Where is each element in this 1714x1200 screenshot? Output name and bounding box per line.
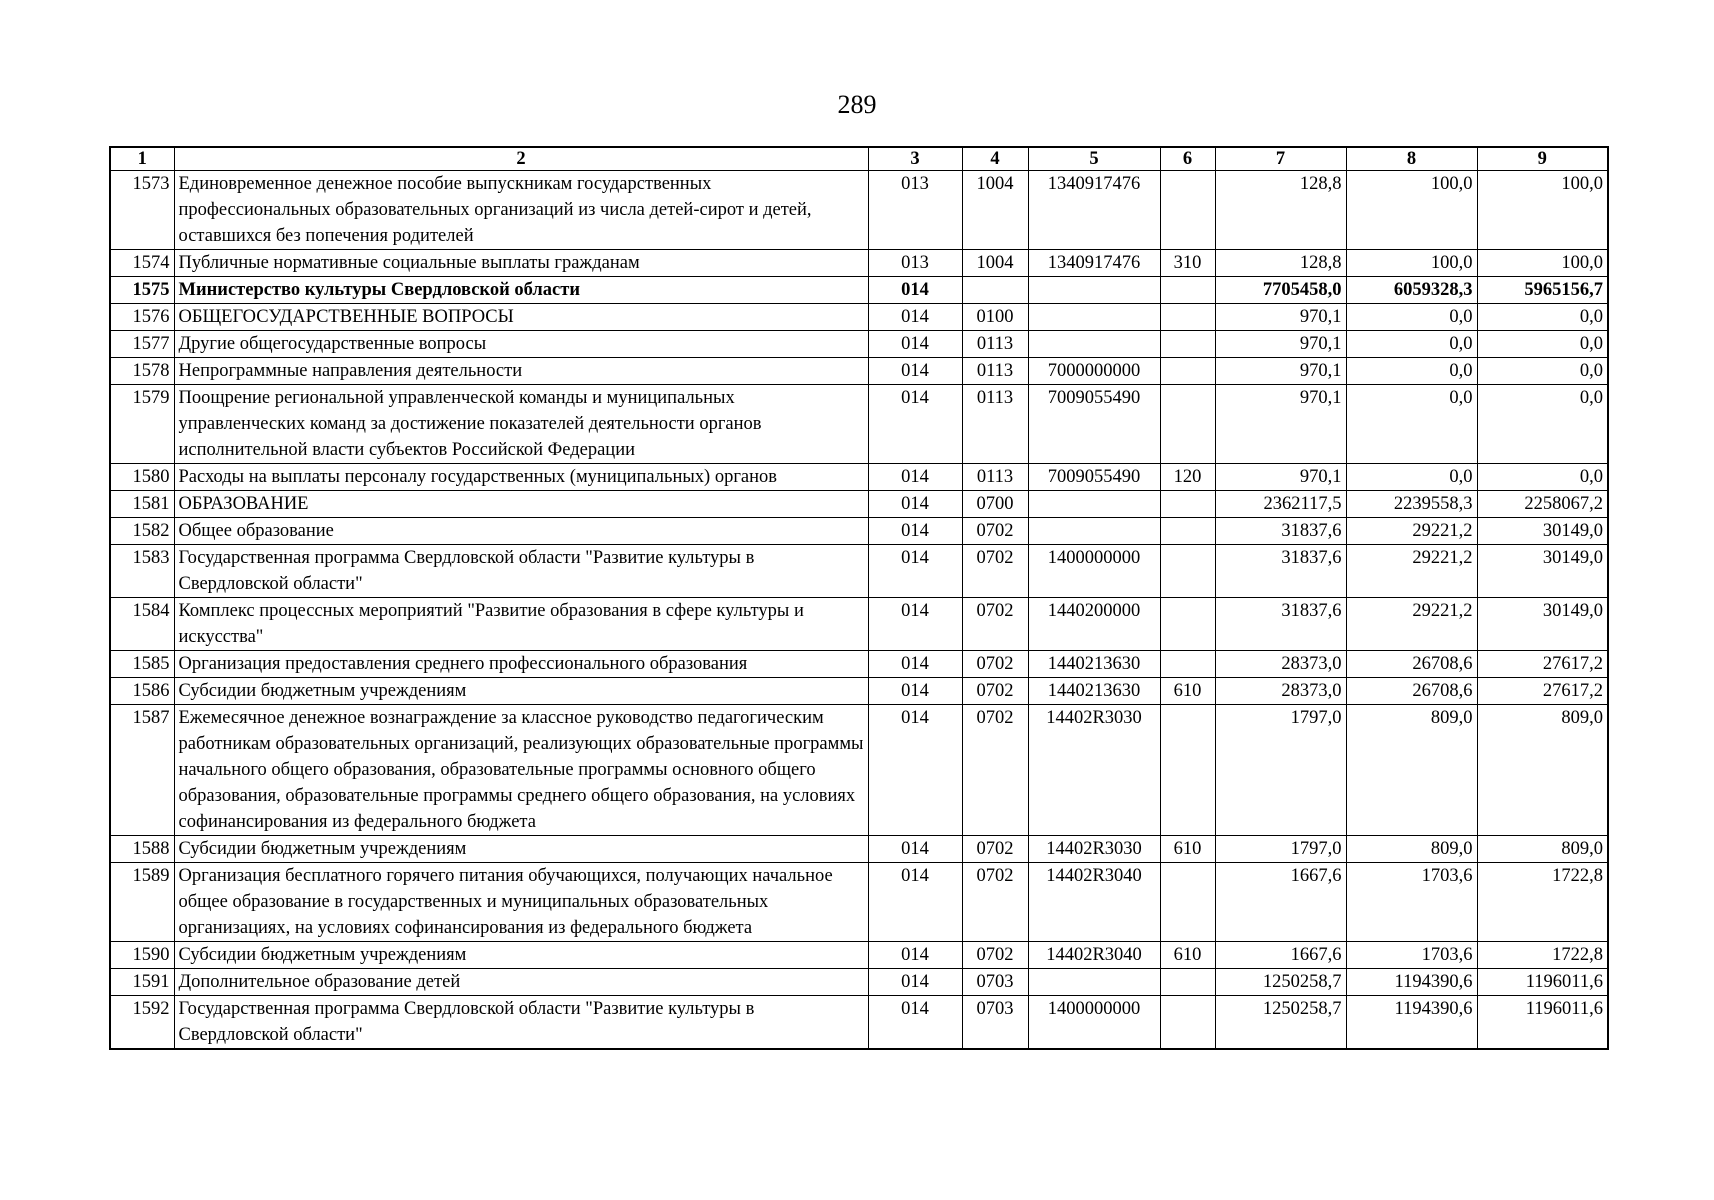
row-ministry-code: 014 <box>868 358 962 385</box>
row-value-col9: 0,0 <box>1477 385 1608 464</box>
table-row <box>110 518 1608 545</box>
table-row <box>110 969 1608 996</box>
row-target-code <box>1028 518 1160 545</box>
row-section-code: 0702 <box>962 836 1028 863</box>
row-name: Субсидии бюджетным учреждениям <box>174 942 868 969</box>
row-ministry-code: 013 <box>868 171 962 250</box>
row-value-col9: 30149,0 <box>1477 545 1608 598</box>
row-name: Министерство культуры Свердловской области <box>174 277 868 304</box>
row-value-col7: 31837,6 <box>1215 545 1346 598</box>
row-expense-type <box>1160 304 1215 331</box>
row-value-col9: 809,0 <box>1477 705 1608 836</box>
row-name: Государственная программа Свердловской области "Развитие культуры в Свердловской области" <box>174 545 868 598</box>
row-value-col8: 0,0 <box>1346 385 1477 464</box>
row-target-code: 1440200000 <box>1028 598 1160 651</box>
row-number: 1578 <box>110 358 174 385</box>
row-number: 1579 <box>110 385 174 464</box>
budget-table <box>109 146 1609 1050</box>
row-value-col7: 1797,0 <box>1215 705 1346 836</box>
row-expense-type <box>1160 171 1215 250</box>
row-value-col7: 128,8 <box>1215 250 1346 277</box>
row-expense-type <box>1160 385 1215 464</box>
table-row <box>110 464 1608 491</box>
row-target-code: 1340917476 <box>1028 250 1160 277</box>
row-target-code <box>1028 969 1160 996</box>
row-target-code <box>1028 331 1160 358</box>
row-section-code: 0702 <box>962 705 1028 836</box>
row-target-code: 14402R3040 <box>1028 942 1160 969</box>
row-name: Организация предоставления среднего профессионального образования <box>174 651 868 678</box>
row-name: Публичные нормативные социальные выплаты гражданам <box>174 250 868 277</box>
row-expense-type: 310 <box>1160 250 1215 277</box>
table-row <box>110 358 1608 385</box>
row-name: Субсидии бюджетным учреждениям <box>174 678 868 705</box>
column-header-2: 2 <box>174 147 868 171</box>
row-value-col7: 128,8 <box>1215 171 1346 250</box>
row-number: 1585 <box>110 651 174 678</box>
row-value-col9: 1722,8 <box>1477 942 1608 969</box>
row-value-col8: 1194390,6 <box>1346 969 1477 996</box>
row-value-col8: 2239558,3 <box>1346 491 1477 518</box>
row-number: 1575 <box>110 277 174 304</box>
row-expense-type <box>1160 969 1215 996</box>
row-value-col9: 30149,0 <box>1477 598 1608 651</box>
row-number: 1576 <box>110 304 174 331</box>
row-name: Расходы на выплаты персоналу государственных (муниципальных) органов <box>174 464 868 491</box>
row-value-col9: 0,0 <box>1477 331 1608 358</box>
row-ministry-code: 014 <box>868 304 962 331</box>
row-value-col7: 970,1 <box>1215 304 1346 331</box>
row-value-col9: 2258067,2 <box>1477 491 1608 518</box>
row-name: Государственная программа Свердловской области "Развитие культуры в Свердловской области" <box>174 996 868 1050</box>
row-target-code: 7000000000 <box>1028 358 1160 385</box>
row-ministry-code: 014 <box>868 863 962 942</box>
row-name: Поощрение региональной управленческой команды и муниципальных управленческих команд за достижение показателей деятельности органов исполнительной власти субъектов Российской Федерации <box>174 385 868 464</box>
table-row <box>110 545 1608 598</box>
row-value-col8: 0,0 <box>1346 304 1477 331</box>
row-ministry-code: 013 <box>868 250 962 277</box>
row-expense-type <box>1160 598 1215 651</box>
row-ministry-code: 014 <box>868 651 962 678</box>
row-section-code: 1004 <box>962 171 1028 250</box>
row-value-col8: 1703,6 <box>1346 863 1477 942</box>
row-expense-type <box>1160 277 1215 304</box>
row-target-code: 1440213630 <box>1028 678 1160 705</box>
row-name: Дополнительное образование детей <box>174 969 868 996</box>
row-target-code: 1400000000 <box>1028 545 1160 598</box>
row-name: ОБЩЕГОСУДАРСТВЕННЫЕ ВОПРОСЫ <box>174 304 868 331</box>
row-value-col8: 1194390,6 <box>1346 996 1477 1050</box>
column-header-4: 4 <box>962 147 1028 171</box>
row-value-col9: 100,0 <box>1477 171 1608 250</box>
table-row <box>110 304 1608 331</box>
row-number: 1584 <box>110 598 174 651</box>
row-ministry-code: 014 <box>868 491 962 518</box>
row-value-col9: 27617,2 <box>1477 651 1608 678</box>
row-value-col8: 809,0 <box>1346 836 1477 863</box>
row-section-code: 0702 <box>962 545 1028 598</box>
row-number: 1573 <box>110 171 174 250</box>
row-section-code: 0113 <box>962 358 1028 385</box>
row-value-col7: 1667,6 <box>1215 942 1346 969</box>
row-ministry-code: 014 <box>868 331 962 358</box>
row-value-col9: 1196011,6 <box>1477 969 1608 996</box>
row-section-code: 0113 <box>962 331 1028 358</box>
row-value-col8: 0,0 <box>1346 331 1477 358</box>
row-value-col7: 28373,0 <box>1215 678 1346 705</box>
row-target-code: 14402R3030 <box>1028 836 1160 863</box>
row-section-code: 0702 <box>962 942 1028 969</box>
row-target-code: 7009055490 <box>1028 385 1160 464</box>
row-number: 1587 <box>110 705 174 836</box>
row-ministry-code: 014 <box>868 277 962 304</box>
row-number: 1583 <box>110 545 174 598</box>
row-value-col7: 28373,0 <box>1215 651 1346 678</box>
table-row <box>110 491 1608 518</box>
row-target-code: 14402R3030 <box>1028 705 1160 836</box>
row-value-col7: 970,1 <box>1215 358 1346 385</box>
row-name: Другие общегосударственные вопросы <box>174 331 868 358</box>
row-name: Общее образование <box>174 518 868 545</box>
row-ministry-code: 014 <box>868 464 962 491</box>
row-value-col8: 0,0 <box>1346 464 1477 491</box>
row-ministry-code: 014 <box>868 942 962 969</box>
row-ministry-code: 014 <box>868 678 962 705</box>
row-ministry-code: 014 <box>868 996 962 1050</box>
row-target-code: 7009055490 <box>1028 464 1160 491</box>
table-row <box>110 277 1608 304</box>
column-header-1: 1 <box>110 147 174 171</box>
row-expense-type <box>1160 996 1215 1050</box>
row-expense-type: 610 <box>1160 942 1215 969</box>
table-row <box>110 250 1608 277</box>
page-number: 289 <box>837 90 877 119</box>
row-number: 1588 <box>110 836 174 863</box>
row-ministry-code: 014 <box>868 545 962 598</box>
row-value-col9: 5965156,7 <box>1477 277 1608 304</box>
row-target-code: 1440213630 <box>1028 651 1160 678</box>
column-header-5: 5 <box>1028 147 1160 171</box>
row-ministry-code: 014 <box>868 969 962 996</box>
row-expense-type: 610 <box>1160 678 1215 705</box>
row-number: 1586 <box>110 678 174 705</box>
column-header-7: 7 <box>1215 147 1346 171</box>
column-header-3: 3 <box>868 147 962 171</box>
row-section-code: 0702 <box>962 518 1028 545</box>
row-value-col8: 26708,6 <box>1346 678 1477 705</box>
row-section-code: 0700 <box>962 491 1028 518</box>
row-section-code: 0703 <box>962 969 1028 996</box>
row-value-col7: 970,1 <box>1215 464 1346 491</box>
row-number: 1581 <box>110 491 174 518</box>
row-name: Субсидии бюджетным учреждениям <box>174 836 868 863</box>
table-row <box>110 836 1608 863</box>
row-expense-type <box>1160 863 1215 942</box>
row-expense-type <box>1160 651 1215 678</box>
header-row <box>110 147 1608 171</box>
row-value-col9: 1196011,6 <box>1477 996 1608 1050</box>
row-value-col7: 31837,6 <box>1215 518 1346 545</box>
row-value-col7: 2362117,5 <box>1215 491 1346 518</box>
row-expense-type <box>1160 518 1215 545</box>
row-number: 1592 <box>110 996 174 1050</box>
row-section-code: 0702 <box>962 863 1028 942</box>
row-ministry-code: 014 <box>868 705 962 836</box>
row-ministry-code: 014 <box>868 598 962 651</box>
row-value-col7: 1250258,7 <box>1215 996 1346 1050</box>
column-header-8: 8 <box>1346 147 1477 171</box>
row-name: ОБРАЗОВАНИЕ <box>174 491 868 518</box>
row-section-code <box>962 277 1028 304</box>
row-value-col9: 27617,2 <box>1477 678 1608 705</box>
row-value-col8: 29221,2 <box>1346 545 1477 598</box>
row-name: Непрограммные направления деятельности <box>174 358 868 385</box>
row-value-col8: 29221,2 <box>1346 598 1477 651</box>
row-value-col8: 1703,6 <box>1346 942 1477 969</box>
row-number: 1582 <box>110 518 174 545</box>
row-target-code: 14402R3040 <box>1028 863 1160 942</box>
table-body <box>110 171 1608 1050</box>
row-value-col8: 100,0 <box>1346 171 1477 250</box>
row-expense-type: 120 <box>1160 464 1215 491</box>
table-row <box>110 651 1608 678</box>
column-header-9: 9 <box>1477 147 1608 171</box>
row-section-code: 0702 <box>962 598 1028 651</box>
row-name: Ежемесячное денежное вознаграждение за классное руководство педагогическим работникам образовательных организаций, реализующих образовательные программы начального общего образования, образовательные программы основного общего образования, образовательные программы среднего общего образования, на условиях софинансирования из федерального бюджета <box>174 705 868 836</box>
row-name: Организация бесплатного горячего питания обучающихся, получающих начальное общее образование в государственных и муниципальных образовательных организациях, на условиях софинансирования из федерального бюджета <box>174 863 868 942</box>
row-value-col8: 26708,6 <box>1346 651 1477 678</box>
row-value-col7: 970,1 <box>1215 385 1346 464</box>
row-number: 1589 <box>110 863 174 942</box>
table-row <box>110 598 1608 651</box>
column-header-6: 6 <box>1160 147 1215 171</box>
row-number: 1574 <box>110 250 174 277</box>
row-expense-type <box>1160 331 1215 358</box>
table-row <box>110 942 1608 969</box>
row-value-col9: 30149,0 <box>1477 518 1608 545</box>
row-value-col9: 809,0 <box>1477 836 1608 863</box>
row-section-code: 0100 <box>962 304 1028 331</box>
table-row <box>110 678 1608 705</box>
row-name: Единовременное денежное пособие выпускникам государственных профессиональных образовательных организаций из числа детей-сирот и детей, оставшихся без попечения родителей <box>174 171 868 250</box>
row-ministry-code: 014 <box>868 836 962 863</box>
row-section-code: 0113 <box>962 385 1028 464</box>
row-value-col7: 1797,0 <box>1215 836 1346 863</box>
table-row <box>110 996 1608 1050</box>
row-expense-type <box>1160 358 1215 385</box>
row-expense-type <box>1160 491 1215 518</box>
row-value-col9: 0,0 <box>1477 358 1608 385</box>
row-value-col7: 7705458,0 <box>1215 277 1346 304</box>
row-number: 1577 <box>110 331 174 358</box>
table-row <box>110 705 1608 836</box>
row-number: 1590 <box>110 942 174 969</box>
row-value-col9: 1722,8 <box>1477 863 1608 942</box>
row-ministry-code: 014 <box>868 518 962 545</box>
row-number: 1591 <box>110 969 174 996</box>
row-expense-type <box>1160 705 1215 836</box>
row-value-col9: 100,0 <box>1477 250 1608 277</box>
row-section-code: 0703 <box>962 996 1028 1050</box>
row-section-code: 0702 <box>962 651 1028 678</box>
row-expense-type: 610 <box>1160 836 1215 863</box>
row-value-col7: 31837,6 <box>1215 598 1346 651</box>
row-target-code <box>1028 491 1160 518</box>
table-row <box>110 171 1608 250</box>
row-target-code: 1400000000 <box>1028 996 1160 1050</box>
row-value-col8: 0,0 <box>1346 358 1477 385</box>
row-value-col7: 1667,6 <box>1215 863 1346 942</box>
row-expense-type <box>1160 545 1215 598</box>
row-target-code <box>1028 277 1160 304</box>
row-target-code <box>1028 304 1160 331</box>
row-number: 1580 <box>110 464 174 491</box>
table-row <box>110 863 1608 942</box>
row-value-col7: 1250258,7 <box>1215 969 1346 996</box>
row-target-code: 1340917476 <box>1028 171 1160 250</box>
row-section-code: 0702 <box>962 678 1028 705</box>
row-value-col8: 6059328,3 <box>1346 277 1477 304</box>
row-ministry-code: 014 <box>868 385 962 464</box>
row-value-col8: 29221,2 <box>1346 518 1477 545</box>
row-value-col8: 809,0 <box>1346 705 1477 836</box>
row-value-col7: 970,1 <box>1215 331 1346 358</box>
row-value-col8: 100,0 <box>1346 250 1477 277</box>
row-name: Комплекс процессных мероприятий "Развитие образования в сфере культуры и искусства" <box>174 598 868 651</box>
row-section-code: 1004 <box>962 250 1028 277</box>
row-value-col9: 0,0 <box>1477 304 1608 331</box>
row-value-col9: 0,0 <box>1477 464 1608 491</box>
table-row <box>110 331 1608 358</box>
table-row <box>110 385 1608 464</box>
row-section-code: 0113 <box>962 464 1028 491</box>
